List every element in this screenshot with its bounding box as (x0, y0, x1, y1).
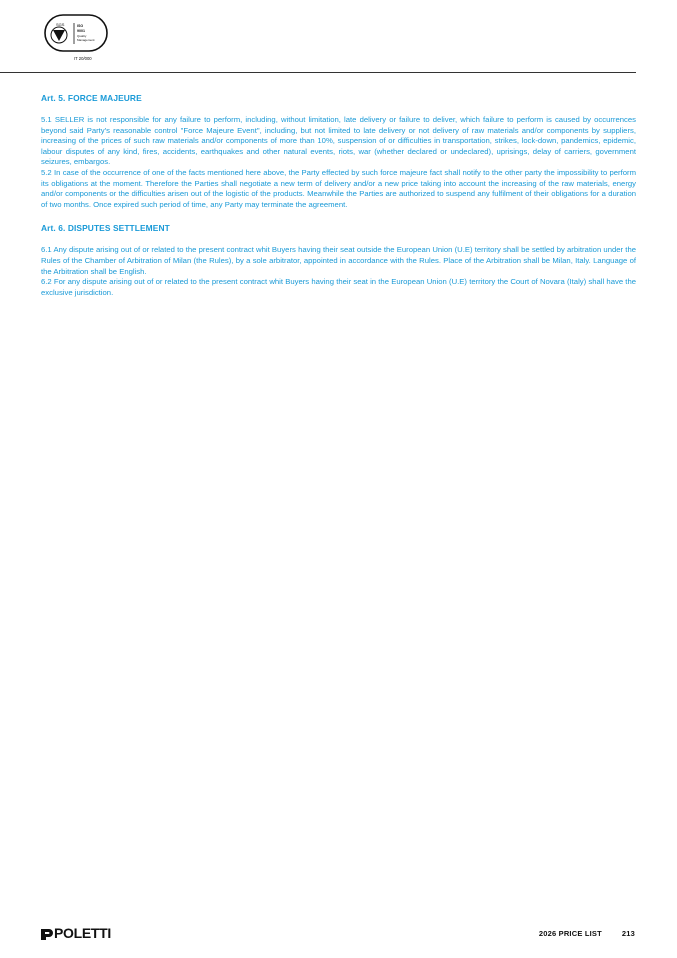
cert-mark-2: 9001 (77, 29, 85, 33)
footer-brand: POLETTI (54, 925, 112, 941)
cert-code: IT 20/000 (74, 56, 92, 61)
cert-mark-4: Management (77, 38, 95, 42)
cert-mark-0: SGS (56, 22, 65, 27)
article-paragraph: 5.1 SELLER is not responsible for any failure to perform, including, without limitation, late delivery or failure to deliver, which failure to perform is caused by occurrences beyond said Party's reasonable control "Force Majeure Event", including, but not limited to late delivery or not delivery of raw materials and/or components by suppliers, increasing of the prices of such raw materials and/or components of more than 10%, suspension of or difficulties in transportation, strikes, lock-down, pandemics, epidemic, labour disputes of any kind, fires, accidents, earthquakes and other natural events, riots, war (whether declared or undeclared), uprisings, delay of carriers, government seizures, embargos. (41, 115, 636, 167)
cert-mark-1: ISO (77, 24, 84, 28)
price-list-label: 2026 PRICE LIST (538, 929, 602, 938)
page-number: 213 (621, 929, 635, 938)
footer-page-info (539, 929, 635, 938)
article-disputes-settlement (41, 223, 636, 298)
article-title: Art. 5. FORCE MAJEURE (41, 93, 142, 103)
header-divider (0, 72, 636, 73)
article-paragraph: 6.2 For any dispute arising out of or related to the present contract whit Buyers having their seat in the European Union (U.E) territory the Court of Novara (Italy) shall have the exclusive jurisdiction. (41, 277, 636, 297)
cert-mark-3: Quality (77, 34, 87, 38)
certification-seal-icon (44, 14, 110, 64)
article-paragraph: 5.2 In case of the occurrence of one of the facts mentioned here above, the Party effected by such force majeure fact shall notify to the other party the impossibility to perform its obligations at the moment. Therefore the Parties shall negotiate a new term of delivery and/or a new price taking into account the increasing of the raw materials, energy and/or components or the difficulties arisen out of the logistic of the products. Meanwhile the Parties are authorized to suspend any fulfilment of their obligations for a duration of two months. Once expired such period of time, any Party may terminate the agreement. (41, 167, 636, 209)
article-paragraph: 6.1 Any dispute arising out of or related to the present contract whit Buyers having their seat outside the European Union (U.E) territory shall be settled by arbitration under the Rules of the Chamber of Arbitration of Milan (the Rules), by a sole arbitrator, appointed in accordance with the Rules. Place of the Arbitration shall be Milan, Italy. Language of the Arbitration shall be English. (41, 245, 636, 276)
poletti-logo-icon (39, 926, 55, 942)
article-title: Art. 6. DISPUTES SETTLEMENT (41, 223, 170, 234)
article-force-majeure (41, 93, 636, 210)
terms-content (41, 93, 636, 298)
